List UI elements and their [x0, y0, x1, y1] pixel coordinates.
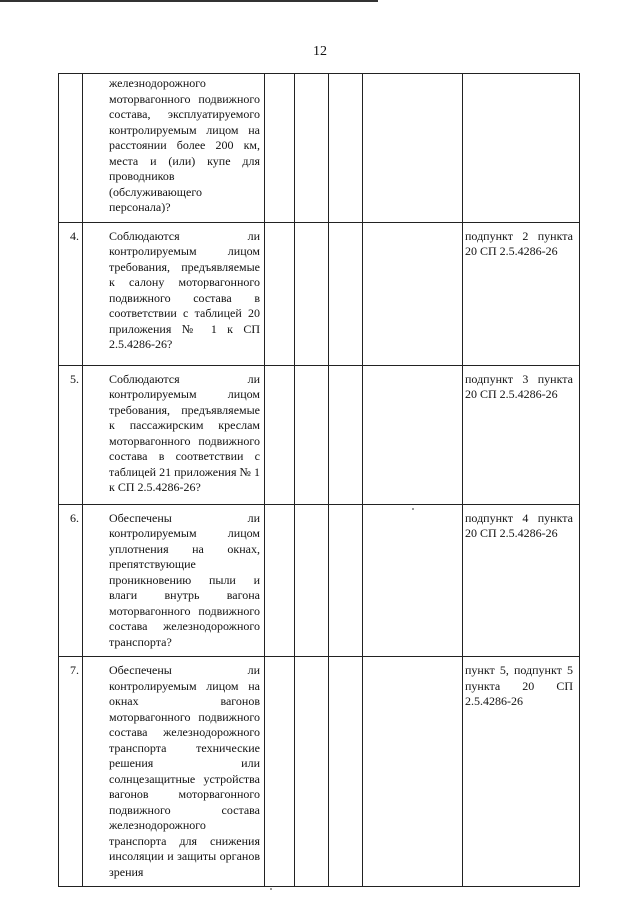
checklist-table — [58, 73, 580, 887]
table-row — [59, 365, 580, 504]
answer-no-cell — [295, 504, 329, 657]
question-cell — [83, 365, 265, 504]
note-cell — [363, 74, 463, 223]
reference-text: пункт 5, подпункт 5 пункта 20 СП 2.5.4286-26 — [465, 663, 573, 708]
answer-na-cell — [329, 365, 363, 504]
question-text: Соблюдаются ли контролируемым лицом требования, предъявляемые к салону моторвагонного подвижного состава в соответствии с таблицей 20 приложения № 1 к СП 2.5.4286-26? — [109, 228, 260, 351]
question-cell — [83, 657, 265, 887]
answer-yes-cell — [265, 504, 295, 657]
row-number — [59, 74, 83, 223]
note-cell — [363, 365, 463, 504]
reference-text: подпункт 3 пункта 20 СП 2.5.4286-26 — [465, 371, 573, 401]
question-cell — [83, 74, 265, 223]
note-cell — [363, 222, 463, 365]
answer-na-cell — [329, 222, 363, 365]
table-row — [59, 504, 580, 657]
row-number: 4. — [59, 222, 83, 365]
row-number: 5. — [59, 365, 83, 504]
question-cell — [83, 504, 265, 657]
reference-cell — [463, 74, 580, 223]
note-cell — [363, 657, 463, 887]
answer-yes-cell — [265, 74, 295, 223]
table-row — [59, 657, 580, 887]
reference-text: подпункт 4 пункта 20 СП 2.5.4286-26 — [465, 510, 573, 540]
answer-yes-cell — [265, 222, 295, 365]
question-text: Обеспечены ли контролируемым лицом на окнах вагонов моторвагонного подвижного состава железнодорожного транспорта технические решения или солнцезащитные устройства вагонов моторвагонного подвижного состава железнодорожного транспорта для снижения инсоляции и защиты органов зрения — [109, 663, 260, 879]
reference-text: подпункт 2 пункта 20 СП 2.5.4286-26 — [465, 228, 573, 258]
table-row — [59, 74, 580, 223]
answer-no-cell — [295, 657, 329, 887]
scan-edge-line — [0, 0, 378, 2]
row-number: 7. — [59, 657, 83, 887]
scan-speck — [412, 508, 414, 510]
question-text: железнодорожного моторвагонного подвижного состава, эксплуатируемого контролируемым лицом на расстоянии более 200 км, места и (или) купе для проводников (обслуживающего персонала)? — [109, 76, 260, 214]
answer-yes-cell — [265, 657, 295, 887]
page-number: 12 — [313, 44, 327, 59]
answer-yes-cell — [265, 365, 295, 504]
answer-no-cell — [295, 222, 329, 365]
reference-cell — [463, 222, 580, 365]
scan-speck — [270, 888, 272, 890]
table-row — [59, 222, 580, 365]
answer-na-cell — [329, 74, 363, 223]
reference-cell — [463, 657, 580, 887]
question-text: Обеспечены ли контролируемым лицом уплотнения на окнах, препятствующие проникновению пыли и влаги внутрь вагона моторвагонного подвижного состава железнодорожного транспорта? — [109, 510, 260, 649]
question-text: Соблюдаются ли контролируемым лицом требования, предъявляемые к пассажирским креслам моторвагонного подвижного состава в соответствии с таблицей 21 приложения № 1 к СП 2.5.4286-26? — [109, 371, 260, 494]
reference-text — [463, 74, 579, 80]
answer-no-cell — [295, 74, 329, 223]
reference-cell — [463, 504, 580, 657]
reference-cell — [463, 365, 580, 504]
answer-no-cell — [295, 365, 329, 504]
row-number: 6. — [59, 504, 83, 657]
question-cell — [83, 222, 265, 365]
answer-na-cell — [329, 657, 363, 887]
note-cell — [363, 504, 463, 657]
answer-na-cell — [329, 504, 363, 657]
